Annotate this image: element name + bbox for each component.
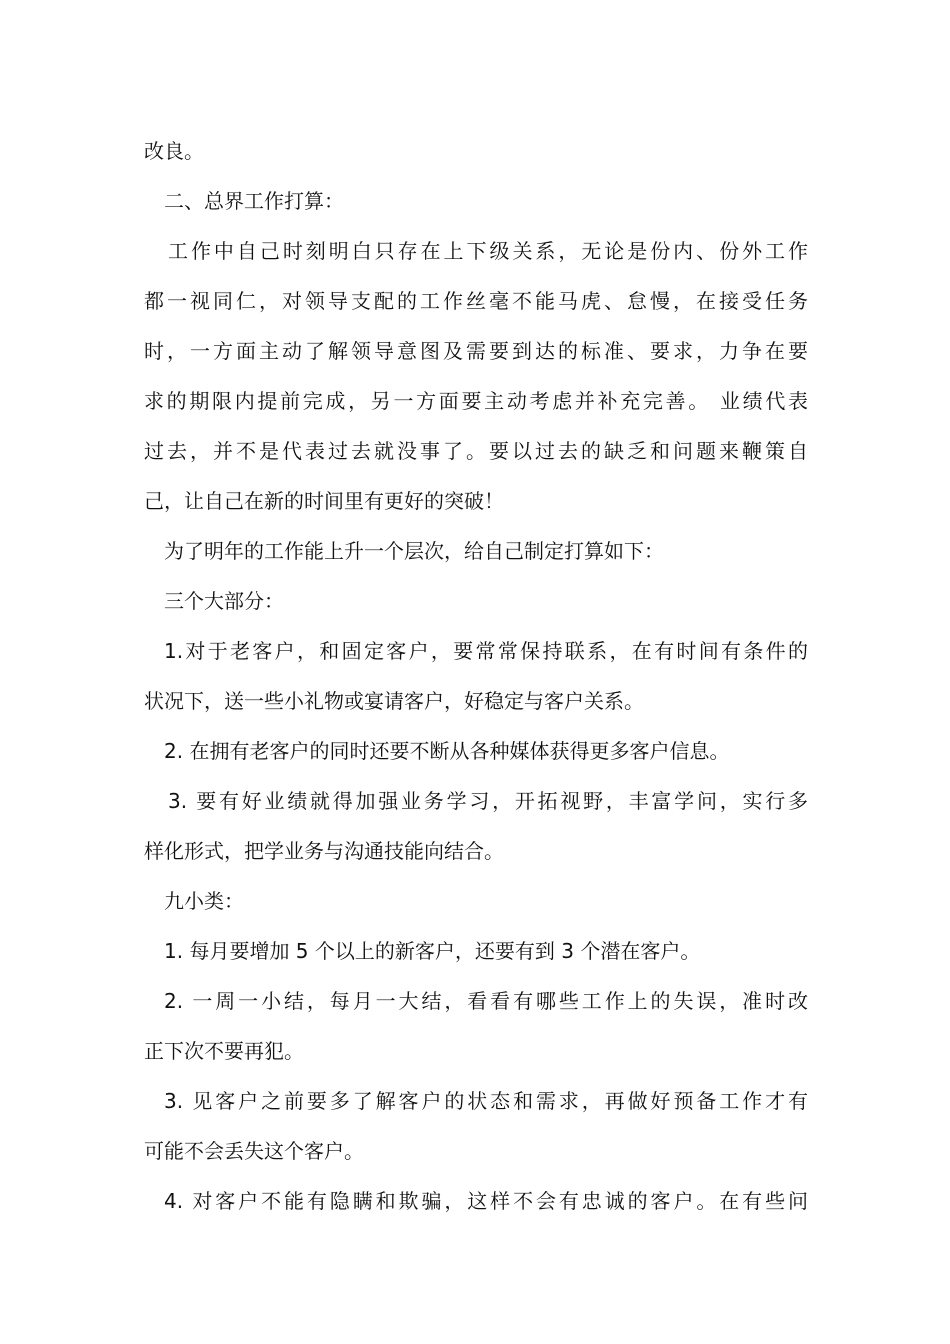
text-line: 正下次不要再犯。 [144,1039,304,1063]
list-item: 3. 见客户之前要多了解客户的状态和需求，再做好预备工作才有 [164,1089,808,1113]
section-heading: 九小类： [164,889,244,913]
section-heading: 三个大部分： [164,589,284,613]
list-item: 3. 要有好业绩就得加强业务学习，开拓视野，丰富学问，实行多 [168,789,808,813]
text-line: 改良。 [144,139,204,163]
list-item: 1.对于老客户，和固定客户，要常常保持联系，在有时间有条件的 [164,639,808,663]
text-line: 状况下，送一些小礼物或宴请客户，好稳定与客户关系。 [144,689,644,713]
list-item: 2. 在拥有老客户的同时还要不断从各种媒体获得更多客户信息。 [164,739,730,763]
document-body [144,126,808,1226]
text-line: 己，让自己在新的时间里有更好的突破！ [144,489,504,513]
list-item: 4. 对客户不能有隐瞒和欺骗，这样不会有忠诚的客户。在有些问 [164,1189,808,1213]
text-line: 过去，并不是代表过去就没事了。要以过去的缺乏和问题来鞭策自 [144,439,808,463]
list-item: 1. 每月要增加 5 个以上的新客户，还要有到 3 个潜在客户。 [164,939,701,963]
text-line: 为了明年的工作能上升一个层次，给自己制定打算如下： [164,539,664,563]
section-heading: 二、总界工作打算： [164,189,344,213]
text-line: 时，一方面主动了解领导意图及需要到达的标准、要求，力争在要 [144,339,808,363]
text-line: 样化形式，把学业务与沟通技能向结合。 [144,839,504,863]
text-line: 工作中自己时刻明白只存在上下级关系，无论是份内、份外工作 [168,239,808,263]
text-line: 求的期限内提前完成，另一方面要主动考虑并补充完善。 业绩代表 [144,389,808,413]
text-line: 可能不会丢失这个客户。 [144,1139,364,1163]
list-item: 2. 一周一小结，每月一大结，看看有哪些工作上的失误，准时改 [164,989,808,1013]
text-line: 都一视同仁，对领导支配的工作丝毫不能马虎、怠慢，在接受任务 [144,289,808,313]
